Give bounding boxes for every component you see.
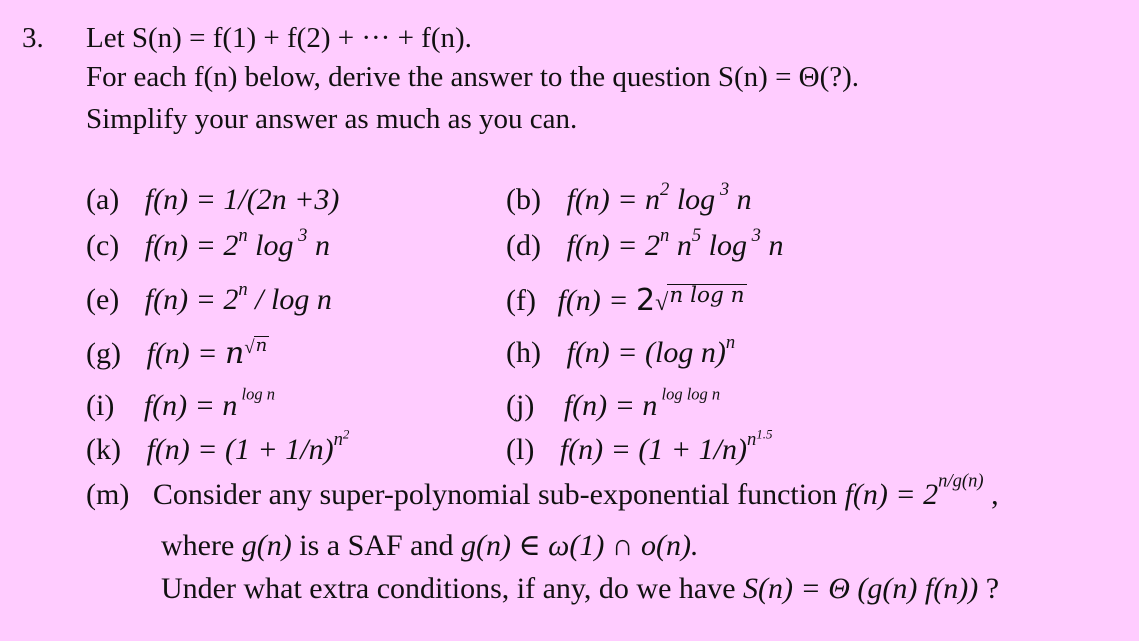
item-m-line-3: Under what extra conditions, if any, do we have S(n) = Θ (g(n) f(n)) ? [161, 572, 1000, 605]
item-i-formula: f(n) = n $^{log n}$ [143, 384, 275, 422]
item-f-formula: f(n) = 2√n log n [557, 283, 745, 318]
item-c-formula: $f(n) = 2^n$ log $^3$ n [144, 225, 330, 262]
item-i [86, 384, 275, 423]
item-l [506, 426, 773, 467]
item-h-label: (h) [506, 336, 541, 369]
item-d-formula: $f(n) = 2^n$ $n^5$ log $^3$ n [566, 225, 784, 262]
problem-line-2: For each f(n) below, derive the answer to the question S(n) = Θ(?). [86, 61, 860, 93]
item-a [86, 183, 339, 217]
item-d [506, 225, 784, 263]
item-g [86, 336, 269, 371]
item-f [506, 283, 747, 318]
item-m-text: Consider any super-polynomial sub-exponential function [152, 478, 845, 511]
problem-line-1: Let S(n) = f(1) + f(2) + ··· + f(n). [86, 22, 472, 54]
item-m-line-2: where g(n) is a SAF and g(n) ∈ ω(1) ∩ o(n). [161, 529, 699, 562]
item-m-function: $f(n) = 2^{n/g(n)}$ [844, 470, 984, 511]
item-g-formula: f(n) = n√n [146, 335, 268, 371]
item-e [86, 279, 332, 317]
item-b-label: (b) [506, 183, 541, 216]
sqrt-symbol: √ [655, 290, 669, 316]
item-c [86, 225, 330, 263]
item-i-label: (i) [86, 389, 115, 422]
sqrt-symbol: √ [244, 337, 255, 358]
item-h [506, 332, 736, 370]
item-b-formula: $f(n) = n^2$ log $^3$ n [566, 179, 752, 216]
item-k-formula: $f(n) = (1 + 1/n)^{n^2}$ [146, 426, 350, 466]
item-j [506, 384, 721, 423]
item-j-label: (j) [506, 389, 535, 422]
item-k [86, 426, 350, 467]
item-f-label: (f) [506, 284, 536, 317]
item-a-formula: f(n) = 1/(2n +3) [144, 183, 340, 216]
problem-line-3: Simplify your answer as much as you can. [86, 103, 578, 135]
problem-number: 3. [22, 22, 44, 54]
item-d-label: (d) [506, 229, 541, 262]
item-m: (m) Consider any super-polynomial sub-exponential function $f(n) = 2^{n/g(n)}$ , [86, 470, 999, 511]
item-l-formula: $f(n) = (1 + 1/n)^{n^{1.5}}$ [559, 426, 773, 466]
item-h-formula: f(n) = (log n)$^n$ [566, 332, 736, 369]
item-e-formula: $f(n) = 2^n / \log n$ [144, 279, 332, 316]
item-e-label: (e) [86, 283, 120, 316]
item-b [506, 179, 752, 217]
item-c-label: (c) [86, 229, 120, 262]
item-a-label: (a) [86, 183, 120, 216]
item-l-label: (l) [506, 433, 535, 466]
item-m-label: (m) [86, 478, 130, 511]
item-g-label: (g) [86, 337, 121, 370]
item-j-formula: f(n) = n $^{log log n}$ [563, 384, 721, 422]
item-k-label: (k) [86, 433, 121, 466]
